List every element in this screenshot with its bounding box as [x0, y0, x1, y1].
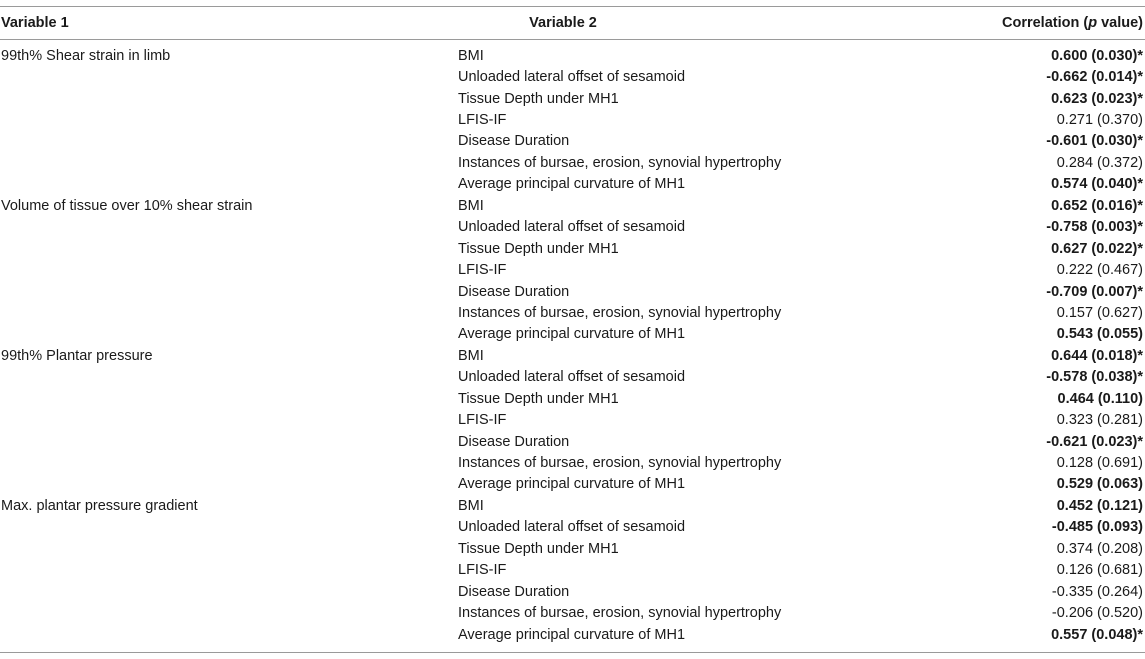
cell-correlation: 0.652 (0.016)* — [1051, 197, 1143, 214]
table-row — [0, 66, 1145, 87]
cell-correlation: 0.529 (0.063) — [1056, 476, 1143, 493]
cell-variable-2: LFIS-IF — [458, 262, 507, 279]
header-correlation-suffix: value) — [1097, 15, 1143, 31]
cell-variable-1: Max. plantar pressure gradient — [1, 497, 198, 514]
table-row — [0, 538, 1145, 559]
cell-variable-2: LFIS-IF — [458, 412, 507, 429]
cell-variable-1: 99th% Shear strain in limb — [1, 47, 171, 64]
table-row — [0, 624, 1145, 645]
cell-correlation: 0.644 (0.018)* — [1051, 347, 1143, 364]
cell-correlation: -0.758 (0.003)* — [1046, 219, 1143, 236]
cell-variable-2: LFIS-IF — [458, 112, 507, 129]
cell-correlation: -0.335 (0.264) — [1051, 583, 1143, 600]
cell-variable-2: Disease Duration — [458, 283, 570, 300]
cell-variable-2: Average principal curvature of MH1 — [458, 626, 686, 643]
table-row — [0, 174, 1145, 195]
cell-variable-2: Unloaded lateral offset of sesamoid — [458, 219, 686, 236]
cell-correlation: 0.374 (0.208) — [1056, 540, 1143, 557]
cell-variable-1: 99th% Plantar pressure — [1, 347, 153, 364]
table-row — [0, 452, 1145, 473]
cell-variable-2: Instances of bursae, erosion, synovial hypertrophy — [458, 455, 782, 472]
table-row — [0, 195, 1145, 216]
cell-correlation: 0.323 (0.281) — [1056, 412, 1143, 429]
cell-variable-2: Average principal curvature of MH1 — [458, 326, 686, 343]
cell-variable-2: Instances of bursae, erosion, synovial hypertrophy — [458, 605, 782, 622]
cell-variable-2: Tissue Depth under MH1 — [458, 390, 619, 407]
table-row — [0, 152, 1145, 173]
table-row — [0, 581, 1145, 602]
cell-variable-2: Tissue Depth under MH1 — [458, 240, 619, 257]
cell-correlation: 0.557 (0.048)* — [1051, 626, 1143, 643]
table-header — [0, 7, 1145, 40]
cell-variable-2: Disease Duration — [458, 133, 570, 150]
cell-correlation: -0.601 (0.030)* — [1046, 133, 1143, 150]
table-row — [0, 281, 1145, 302]
table-row — [0, 495, 1145, 516]
table-row — [0, 367, 1145, 388]
header-correlation — [958, 15, 1145, 31]
table-row — [0, 560, 1145, 581]
table-row — [0, 324, 1145, 345]
cell-variable-2: Tissue Depth under MH1 — [458, 540, 619, 557]
table-row — [0, 409, 1145, 430]
table-row — [0, 259, 1145, 280]
cell-variable-2: BMI — [458, 497, 484, 514]
table-row — [0, 602, 1145, 623]
cell-variable-2: BMI — [458, 47, 484, 64]
table-row — [0, 217, 1145, 238]
cell-correlation: 0.464 (0.110) — [1057, 390, 1143, 407]
cell-correlation: 0.126 (0.681) — [1056, 562, 1143, 579]
table-row — [0, 45, 1145, 66]
cell-variable-2: Instances of bursae, erosion, synovial hypertrophy — [458, 154, 782, 171]
table-row — [0, 517, 1145, 538]
cell-correlation: 0.627 (0.022)* — [1051, 240, 1143, 257]
table-row — [0, 109, 1145, 130]
table-row — [0, 302, 1145, 323]
cell-variable-2: Disease Duration — [458, 583, 570, 600]
cell-correlation: -0.621 (0.023)* — [1046, 433, 1143, 450]
cell-variable-2: Average principal curvature of MH1 — [458, 476, 686, 493]
table-row — [0, 474, 1145, 495]
table-row — [0, 238, 1145, 259]
cell-correlation: -0.662 (0.014)* — [1046, 69, 1143, 86]
cell-variable-2: BMI — [458, 347, 484, 364]
table-body — [0, 40, 1145, 645]
table-row — [0, 131, 1145, 152]
table-row — [0, 88, 1145, 109]
table-row — [0, 345, 1145, 366]
cell-correlation: -0.206 (0.520) — [1051, 605, 1143, 622]
table-row — [0, 388, 1145, 409]
cell-correlation: -0.485 (0.093) — [1051, 519, 1143, 536]
cell-variable-2: BMI — [458, 197, 484, 214]
cell-correlation: 0.222 (0.467) — [1056, 262, 1143, 279]
cell-variable-2: Tissue Depth under MH1 — [458, 90, 619, 107]
cell-variable-2: Disease Duration — [458, 433, 570, 450]
cell-variable-1: Volume of tissue over 10% shear strain — [1, 197, 253, 214]
cell-variable-2: Unloaded lateral offset of sesamoid — [458, 69, 686, 86]
cell-correlation: -0.578 (0.038)* — [1046, 369, 1143, 386]
cell-correlation: 0.157 (0.627) — [1056, 304, 1143, 321]
cell-correlation: 0.574 (0.040)* — [1051, 176, 1143, 193]
cell-variable-2: Unloaded lateral offset of sesamoid — [458, 369, 686, 386]
table-row — [0, 431, 1145, 452]
cell-correlation: -0.709 (0.007)* — [1046, 283, 1143, 300]
cell-correlation: 0.128 (0.691) — [1056, 455, 1143, 472]
cell-correlation: 0.284 (0.372) — [1056, 154, 1143, 171]
cell-correlation: 0.543 (0.055) — [1056, 326, 1143, 343]
cell-correlation: 0.600 (0.030)* — [1051, 47, 1143, 64]
cell-variable-2: Unloaded lateral offset of sesamoid — [458, 519, 686, 536]
cell-correlation: 0.452 (0.121) — [1056, 497, 1143, 514]
cell-variable-2: Average principal curvature of MH1 — [458, 176, 686, 193]
cell-correlation: 0.623 (0.023)* — [1051, 90, 1143, 107]
header-variable-2: Variable 2 — [529, 15, 597, 31]
bottom-rule — [0, 652, 1145, 653]
cell-variable-2: LFIS-IF — [458, 562, 507, 579]
cell-correlation: 0.271 (0.370) — [1056, 112, 1143, 129]
header-variable-1: Variable 1 — [1, 15, 69, 31]
cell-variable-2: Instances of bursae, erosion, synovial hypertrophy — [458, 304, 782, 321]
header-correlation-prefix: Correlation ( — [1002, 15, 1089, 31]
header-correlation-p: p — [1088, 15, 1098, 31]
